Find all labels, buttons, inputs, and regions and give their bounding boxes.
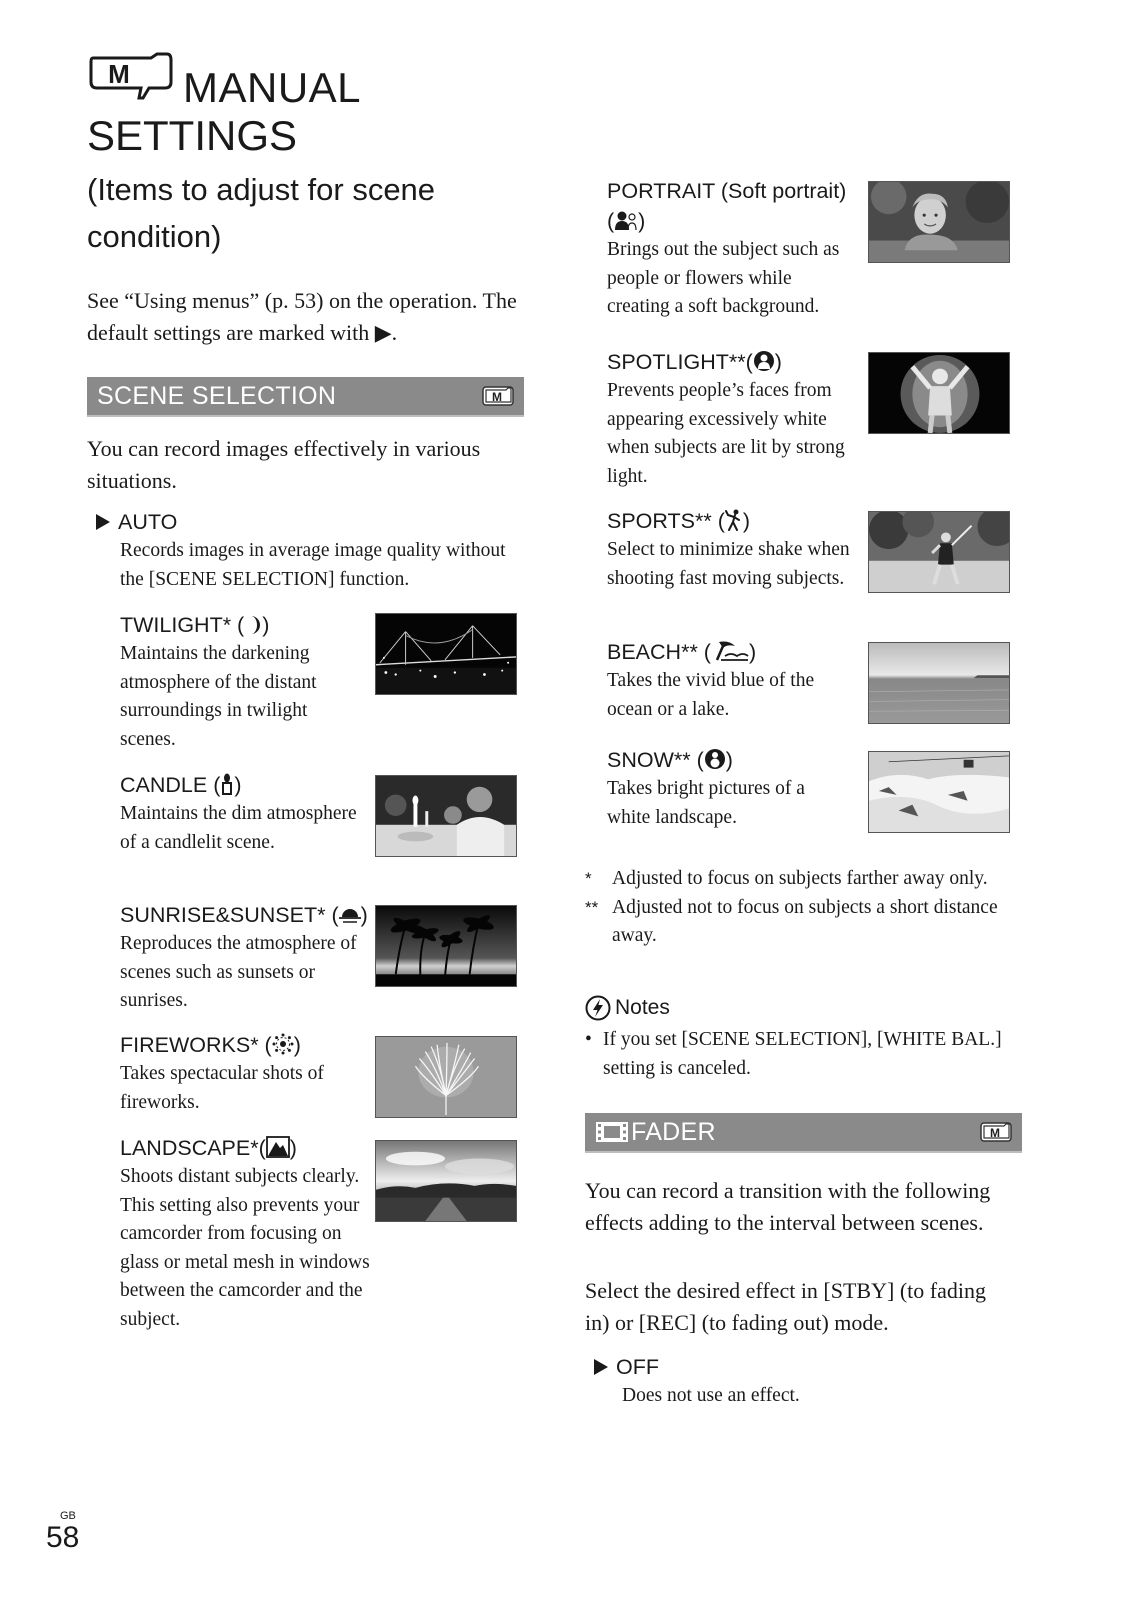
scene-selection-label: SCENE SELECTION	[97, 381, 337, 410]
beach-icon	[711, 640, 749, 662]
menu-item-portrait[interactable]: PORTRAIT (Soft portrait) ( ) Brings out the subject such as people or flowers while creating a soft background.	[607, 179, 847, 317]
notes-header: Notes	[585, 995, 670, 1021]
fader-header	[585, 1113, 1022, 1153]
region-code: GB	[60, 1510, 76, 1522]
page-title	[87, 50, 527, 260]
sports-icon	[725, 509, 743, 531]
landscape-sample-photo	[375, 1140, 517, 1222]
svg-text:M: M	[492, 390, 502, 404]
default-marker-icon	[594, 1359, 608, 1375]
footnotes	[585, 865, 1015, 951]
fireworks-sample-photo	[375, 1036, 517, 1118]
fader-instructions: Select the desired effect in [STBY] (to fading in) or [REC] (to fading out) mode.	[585, 1278, 986, 1335]
manual-mode-icon	[482, 385, 514, 407]
spotlight-icon	[753, 350, 775, 372]
scene-selection-header	[87, 377, 524, 417]
menu-item-fireworks[interactable]: FIREWORKS* ( ) Takes spectacular shots of fireworks.	[120, 1033, 324, 1113]
snow-sample-photo	[868, 751, 1010, 833]
mountain-icon	[266, 1136, 290, 1158]
sports-sample-photo	[868, 511, 1010, 593]
notes-icon	[585, 995, 611, 1021]
moon-icon	[244, 615, 262, 635]
fader-label: FADER	[631, 1117, 716, 1146]
fireworks-icon	[272, 1033, 294, 1055]
scene-selection-description: You can record images effectively in various situations.	[87, 436, 481, 493]
spotlight-sample-photo	[868, 352, 1010, 434]
notes-body: • If you set [SCENE SELECTION], [WHITE BAL.] setting is canceled.	[585, 1029, 1002, 1079]
snow-icon	[704, 748, 726, 770]
menu-item-beach[interactable]: BEACH** ( ) Takes the vivid blue of the ocean or a lake.	[607, 640, 815, 720]
beach-sample-photo	[868, 642, 1010, 724]
film-strip-icon	[595, 1120, 629, 1144]
menu-item-sports[interactable]: SPORTS** ( ) Select to minimize shake when shooting fast moving subjects.	[607, 509, 850, 589]
title-settings: SETTINGS	[87, 112, 298, 159]
footnote-double-asterisk: ** Adjusted not to focus on subjects a short distance away.	[585, 896, 998, 946]
svg-text:M: M	[990, 1126, 1000, 1140]
menu-item-auto[interactable]: AUTO Records images in average image quality without the [SCENE SELECTION] function.	[96, 507, 526, 594]
manual-mode-icon	[980, 1121, 1012, 1143]
menu-item-fader-off[interactable]: OFF Does not use an effect.	[594, 1352, 1014, 1411]
sunset-icon	[339, 905, 361, 925]
svg-text:M: M	[108, 59, 130, 89]
menu-item-sunrise-sunset[interactable]: SUNRISE&SUNSET* ( ) Reproduces the atmosphere of scenes such as sunsets or sunrises.	[120, 903, 368, 1011]
title-manual: MANUAL	[183, 64, 362, 111]
twilight-sample-photo	[375, 613, 517, 695]
intro-text: See “Using menus” (p. 53) on the operation. The default settings are marked with ▶.	[87, 288, 517, 345]
sunset-sample-photo	[375, 905, 517, 987]
menu-item-snow[interactable]: SNOW** ( ) Takes bright pictures of a white landscape.	[607, 748, 805, 828]
page-number-value: 58	[46, 1521, 80, 1554]
page-subtitle: (Items to adjust for scene condition)	[87, 172, 436, 254]
fader-description: You can record a transition with the following effects adding to the interval between scenes.	[585, 1178, 991, 1235]
candle-icon	[220, 773, 234, 795]
portrait-icon	[614, 209, 638, 231]
footnote-single-asterisk: * Adjusted to focus on subjects farther away only.	[585, 868, 988, 889]
menu-item-twilight[interactable]: TWILIGHT* ( ) Maintains the darkening atmosphere of the distant surroundings in twilight scenes.	[120, 613, 317, 750]
manual-mode-icon	[87, 52, 175, 102]
menu-item-spotlight[interactable]: SPOTLIGHT**( ) Prevents people’s faces from appearing excessively white when subjects are lit by strong light.	[607, 350, 845, 487]
menu-item-landscape[interactable]: LANDSCAPE*( ) Shoots distant subjects clearly. This setting also prevents your camcorder from focusing on glass or metal mesh in windows between the camcorder and the subject.	[120, 1136, 370, 1330]
page-number	[46, 1510, 79, 1554]
menu-item-candle[interactable]: CANDLE ( ) Maintains the dim atmosphere of a candlelit scene.	[120, 773, 357, 853]
default-marker-icon	[96, 514, 110, 530]
candle-sample-photo	[375, 775, 517, 857]
portrait-sample-photo	[868, 181, 1010, 263]
